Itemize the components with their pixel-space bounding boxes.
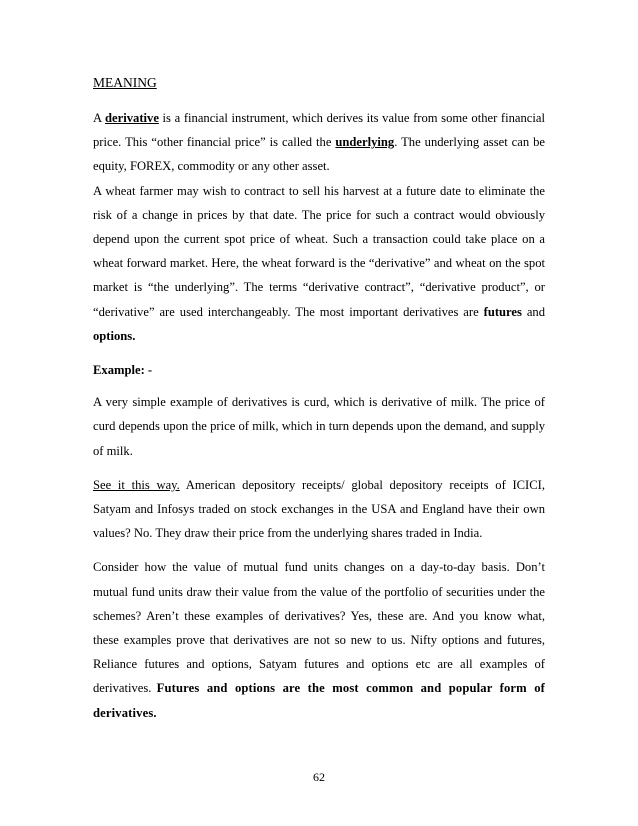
page-number: 62 — [313, 770, 325, 784]
section-heading: MEANING — [93, 75, 157, 90]
wheat-paragraph — [93, 179, 545, 348]
spacer — [93, 545, 545, 555]
definition-text-3: . The underlying asset can be equity, FOREX, commodity or any other asset. — [93, 135, 546, 174]
wheat-text-2: and — [521, 304, 545, 319]
term-derivative: derivative — [105, 111, 159, 125]
term-futures: futures — [483, 304, 522, 319]
definition-paragraph — [93, 106, 545, 179]
conclusion-bold: Futures and options are the most common and popular form of derivatives. — [93, 681, 545, 720]
curd-paragraph: A very simple example of derivatives is curd, which is derivative of milk. The price of curd depends upon the price of milk, which in turn depends upon the demand, and supply of milk. — [93, 395, 545, 458]
mutual-fund-paragraph — [93, 555, 545, 724]
mutual-fund-text: Consider how the value of mutual fund units changes on a day-to-day basis. Don’t mutual fund units draw their value from the value of the portfolio of securities under the schemes? Aren’t these examples of derivatives? Yes, these are. And you know what, these examples prove that derivatives are not so new to us. Nifty options and futures, Reliance futures and options, Satyam futures and options etc are all examples of derivatives. — [93, 560, 545, 696]
term-options: options. — [93, 328, 136, 343]
see-it-this-way: See it this way. — [93, 477, 180, 492]
adr-paragraph — [93, 473, 545, 546]
document-body — [93, 72, 545, 725]
spacer — [93, 382, 545, 390]
adr-text: American depository receipts/ global depository receipts of ICICI, Satyam and Infosys traded on stock exchanges in the USA and England have their own values? No. They draw their price from the underlying shares traded in India. — [93, 477, 545, 541]
wheat-text-1: A wheat farmer may wish to contract to sell his harvest at a future date to eliminate the risk of a change in prices by that date. The price for such a contract would obviously depend upon the current spot price of wheat. Such a transaction could take place on a wheat forward market. Here, the wheat forward is the “derivative” and wheat on the spot market is “the underlying”. The terms “derivative contract”, “derivative product”, or “derivative” are used interchangeably. The most important derivatives are — [93, 183, 545, 319]
example-heading: Example: - — [93, 363, 153, 378]
definition-text-1: A — [93, 111, 106, 125]
definition-text-2: is a financial instrument, which derives its value from some other financial price. This “other financial price” is called the — [93, 111, 545, 150]
term-underlying: underlying — [335, 135, 395, 150]
spacer — [93, 348, 545, 358]
spacer — [93, 463, 545, 473]
